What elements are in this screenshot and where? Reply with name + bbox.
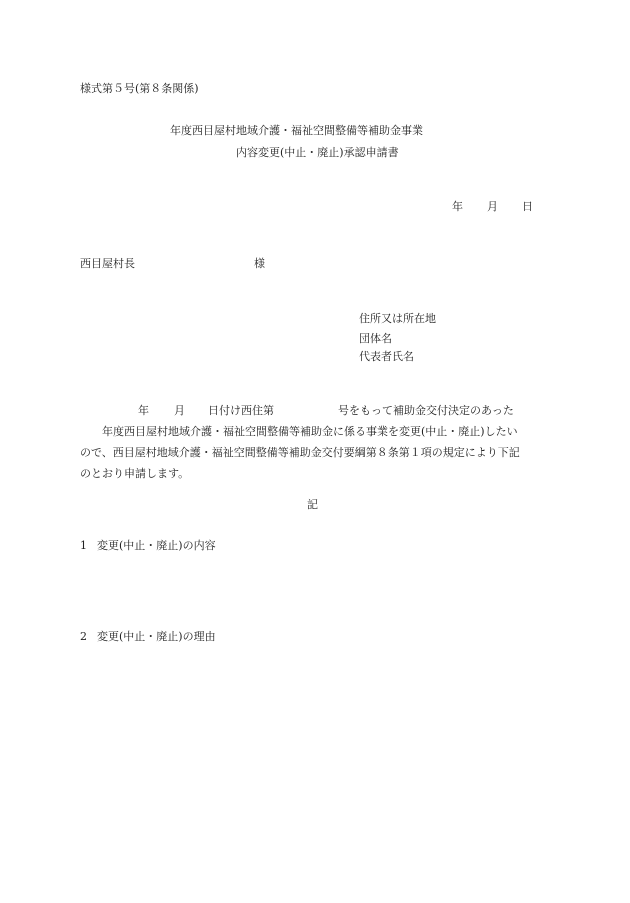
- item-2-number: 2: [80, 630, 87, 643]
- body-line-4: のとおり申請します。: [80, 467, 190, 480]
- applicant-rep-label: 代表者氏名: [359, 350, 414, 363]
- item-1-number: 1: [80, 539, 87, 552]
- addressee-honorific: 様: [254, 257, 265, 270]
- date-month: 月: [487, 200, 498, 213]
- applicant-address-label: 住所又は所在地: [359, 312, 436, 325]
- date-day: 日: [522, 200, 533, 213]
- body-line-1: [80, 400, 550, 421]
- item-1-label: 変更(中止・廃止)の内容: [97, 539, 216, 552]
- addressee-name: 西目屋村長: [80, 257, 135, 270]
- item-2-label: 変更(中止・廃止)の理由: [97, 630, 216, 643]
- body-ref-year: 年: [138, 404, 149, 417]
- title-line-2: 内容変更(中止・廃止)承認申請書: [236, 146, 399, 159]
- body-ref-date: 日付け西住第: [208, 404, 274, 417]
- ki-heading: 記: [307, 498, 318, 511]
- body-line-2: 年度西目屋村地域介護・福祉空間整備等補助金に係る事業を変更(中止・廃止)したい: [102, 425, 518, 438]
- form-number: 様式第５号(第８条関係): [80, 82, 199, 95]
- body-ref-rest: 号をもって補助金交付決定のあった: [338, 404, 514, 417]
- body-ref-month: 月: [174, 404, 185, 417]
- date-year: 年: [452, 200, 463, 213]
- applicant-org-label: 団体名: [359, 332, 392, 345]
- body-line-3: ので、西目屋村地域介護・福祉空間整備等補助金交付要綱第８条第１項の規定により下記: [80, 446, 520, 459]
- body-paragraph: [80, 400, 550, 484]
- title-line-1: 年度西目屋村地域介護・福祉空間整備等補助金事業: [170, 124, 423, 137]
